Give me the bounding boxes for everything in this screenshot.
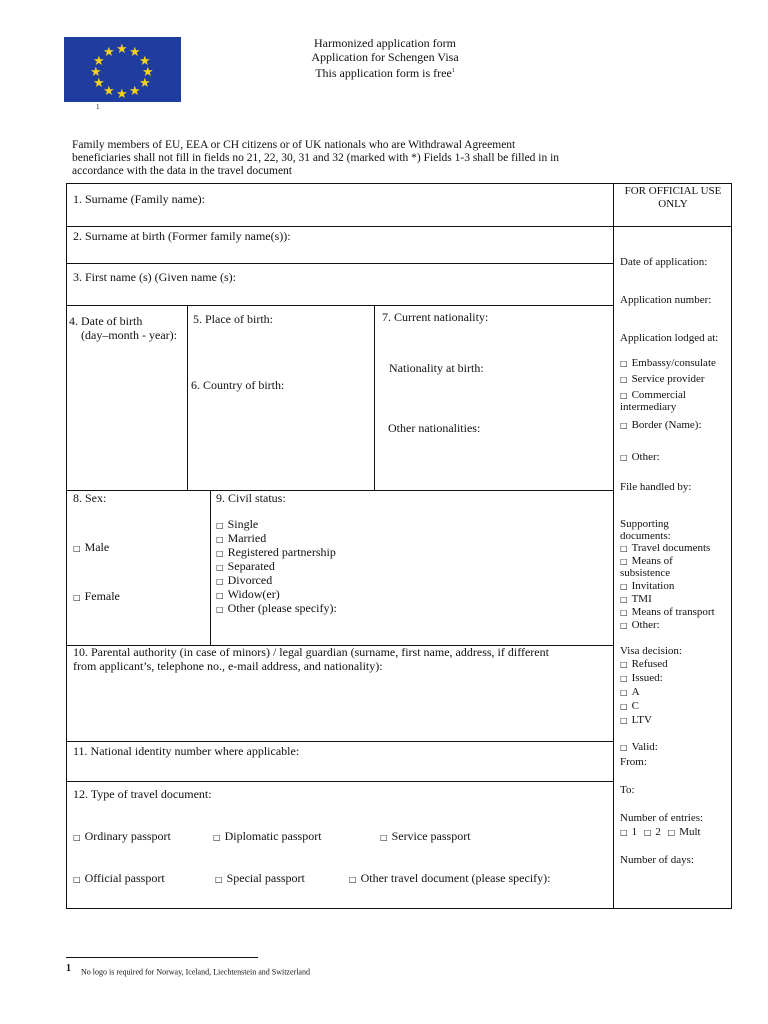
travel-doc-diplomatic[interactable]: □ Diplomatic passport (213, 829, 322, 843)
travel-doc-special[interactable]: □ Special passport (215, 871, 305, 885)
official-to: To: (620, 784, 635, 796)
official-embassy: □ Embassy/consulate (620, 357, 716, 369)
star-icon: ★ (93, 76, 105, 91)
current-nationality-field[interactable]: 7. Current nationality: (382, 310, 489, 324)
official-column-divider (613, 184, 614, 908)
civil-status-widow[interactable]: □ Widow(er) (216, 587, 280, 601)
official-date-of-application: Date of application: (620, 256, 708, 268)
star-icon: ★ (116, 87, 128, 102)
travel-doc-other[interactable]: □ Other travel document (please specify): (349, 871, 551, 885)
checkbox-icon[interactable]: □ (216, 605, 224, 614)
official-border: □ Border (Name): (620, 419, 702, 431)
checkbox-icon: □ (620, 608, 628, 617)
national-id-field[interactable]: 11. National identity number where applicable: (73, 744, 300, 758)
checkbox-icon[interactable]: □ (73, 833, 81, 842)
checkbox-icon[interactable]: □ (349, 875, 357, 884)
sex-label: 8. Sex: (73, 491, 107, 505)
official-service-provider: □ Service provider (620, 373, 705, 385)
checkbox-icon: □ (620, 716, 628, 725)
checkbox-icon[interactable]: □ (216, 535, 224, 544)
official-use-title: FOR OFFICIAL USE ONLY (624, 185, 722, 210)
official-lodged-at: Application lodged at: (620, 332, 719, 344)
checkbox-icon: □ (620, 828, 628, 837)
star-icon: ★ (93, 54, 105, 69)
checkbox-icon[interactable]: □ (216, 577, 224, 586)
checkbox-icon: □ (620, 660, 628, 669)
other-nationalities-field[interactable]: Other nationalities: (388, 421, 481, 435)
star-icon: ★ (116, 42, 128, 57)
civil-status-other[interactable]: □ Other (please specify): (216, 601, 337, 615)
official-travel-docs: □ Travel documents (620, 542, 711, 554)
surname-field[interactable]: 1. Surname (Family name): (73, 192, 205, 206)
checkbox-icon: □ (620, 359, 628, 368)
official-visa-ltv: □ LTV (620, 714, 652, 726)
civil-status-divorced[interactable]: □ Divorced (216, 573, 273, 587)
header-free-note: This application form is free$^1$ (315, 66, 455, 80)
intro-text: Family members of EU, EEA or CH citizens or of UK nationals who are Withdrawal Agreement beneficiaries shall not fill in fields no 21, 22, 30, 31 and 32 (marked with *) Fields 1-3 shall be filled in in accordance with the data in the travel document (72, 139, 560, 177)
star-icon: ★ (139, 76, 151, 91)
checkbox-icon: □ (620, 453, 628, 462)
official-refused: □ Refused (620, 658, 668, 670)
official-commercial-cont: intermediary (620, 401, 677, 413)
checkbox-icon: □ (620, 621, 628, 630)
date-of-birth-field[interactable]: 4. Date of birth (69, 314, 143, 328)
official-tmi: □ TMI (620, 593, 652, 605)
checkbox-icon: □ (620, 702, 628, 711)
checkbox-icon[interactable]: □ (73, 593, 81, 602)
civil-status-partnership[interactable]: □ Registered partnership (216, 545, 336, 559)
checkbox-icon: □ (620, 595, 628, 604)
travel-doc-official[interactable]: □ Official passport (73, 871, 165, 885)
checkbox-icon: □ (620, 674, 628, 683)
first-name-field[interactable]: 3. First name (s) (Given name (s): (73, 270, 236, 284)
official-entries-options: □ 1 □ 2 □ Mult (620, 826, 701, 838)
civil-status-label: 9. Civil status: (216, 491, 286, 505)
official-other-docs: □ Other: (620, 619, 660, 631)
checkbox-icon: □ (620, 421, 628, 430)
official-title-divider (613, 226, 732, 227)
checkbox-icon: □ (620, 743, 628, 752)
form-header (250, 36, 520, 80)
checkbox-icon: □ (643, 828, 652, 837)
travel-doc-service[interactable]: □ Service passport (380, 829, 471, 843)
star-icon: ★ (103, 45, 115, 60)
civil-status-single[interactable]: □ Single (216, 517, 259, 531)
checkbox-icon: □ (620, 391, 628, 400)
travel-doc-ordinary[interactable]: □ Ordinary passport (73, 829, 171, 843)
parental-authority-field[interactable]: 10. Parental authority (in case of minors) / legal guardian (surname, first name, address, if different (73, 645, 549, 659)
sex-male-option[interactable]: □ Male (73, 540, 110, 554)
official-file-handled: File handled by: (620, 481, 692, 493)
date-of-birth-format: (day–month - year): (81, 328, 177, 342)
checkbox-icon[interactable]: □ (216, 591, 224, 600)
civil-status-married[interactable]: □ Married (216, 531, 267, 545)
checkbox-icon[interactable]: □ (215, 875, 223, 884)
star-icon: ★ (90, 65, 102, 80)
official-entries: Number of entries: (620, 812, 704, 824)
official-supporting: Supporting (620, 518, 669, 530)
place-of-birth-field[interactable]: 5. Place of birth: (193, 312, 273, 326)
star-icon: ★ (139, 54, 151, 69)
official-visa-decision: Visa decision: (620, 645, 682, 657)
civil-status-separated[interactable]: □ Separated (216, 559, 275, 573)
official-means: □ Means of (620, 555, 673, 567)
star-icon: ★ (129, 45, 141, 60)
star-icon: ★ (103, 84, 115, 99)
checkbox-icon[interactable]: □ (213, 833, 221, 842)
official-from: From: (620, 756, 647, 768)
sex-female-option[interactable]: □ Female (73, 589, 120, 603)
eu-flag-logo (64, 37, 181, 102)
checkbox-icon[interactable]: □ (73, 544, 81, 553)
checkbox-icon: □ (620, 544, 628, 553)
header-subtitle: Application for Schengen Visa (311, 50, 459, 64)
nationality-at-birth-field[interactable]: Nationality at birth: (389, 361, 484, 375)
official-means-cont: subsistence (620, 567, 671, 579)
flag-footnote-mark: 1 (96, 103, 100, 111)
star-icon: ★ (129, 84, 141, 99)
footnote: $^1$ No logo is required for Norway, Iceland, Liechtenstein and Switzerland (66, 963, 310, 977)
travel-doc-type-label: 12. Type of travel document: (73, 787, 212, 801)
official-days: Number of days: (620, 854, 694, 866)
official-commercial: □ Commercial (620, 389, 686, 401)
application-form (66, 183, 732, 909)
official-visa-a: □ A (620, 686, 640, 698)
checkbox-icon[interactable]: □ (380, 833, 388, 842)
official-supporting-cont: documents: (620, 530, 671, 542)
checkbox-icon: □ (667, 828, 676, 837)
official-valid: □ Valid: (620, 741, 658, 753)
header-title: Harmonized application form (314, 36, 456, 50)
parental-authority-field-cont: from applicant’s, telephone no., e-mail address, and nationality): (73, 659, 383, 673)
checkbox-icon[interactable]: □ (216, 563, 224, 572)
checkbox-icon: □ (620, 557, 628, 566)
official-transport: □ Means of transport (620, 606, 715, 618)
checkbox-icon: □ (620, 582, 628, 591)
checkbox-icon: □ (620, 688, 628, 697)
footnote-divider (66, 957, 258, 958)
country-of-birth-field[interactable]: 6. Country of birth: (191, 378, 285, 392)
official-visa-c: □ C (620, 700, 639, 712)
star-icon: ★ (142, 65, 154, 80)
checkbox-icon[interactable]: □ (73, 875, 81, 884)
checkbox-icon: □ (620, 375, 628, 384)
surname-at-birth-field[interactable]: 2. Surname at birth (Former family name(s)): (73, 229, 291, 243)
official-other: □ Other: (620, 451, 660, 463)
official-application-number: Application number: (620, 294, 712, 306)
official-invitation: □ Invitation (620, 580, 675, 592)
official-issued: □ Issued: (620, 672, 663, 684)
checkbox-icon[interactable]: □ (216, 521, 224, 530)
checkbox-icon[interactable]: □ (216, 549, 224, 558)
